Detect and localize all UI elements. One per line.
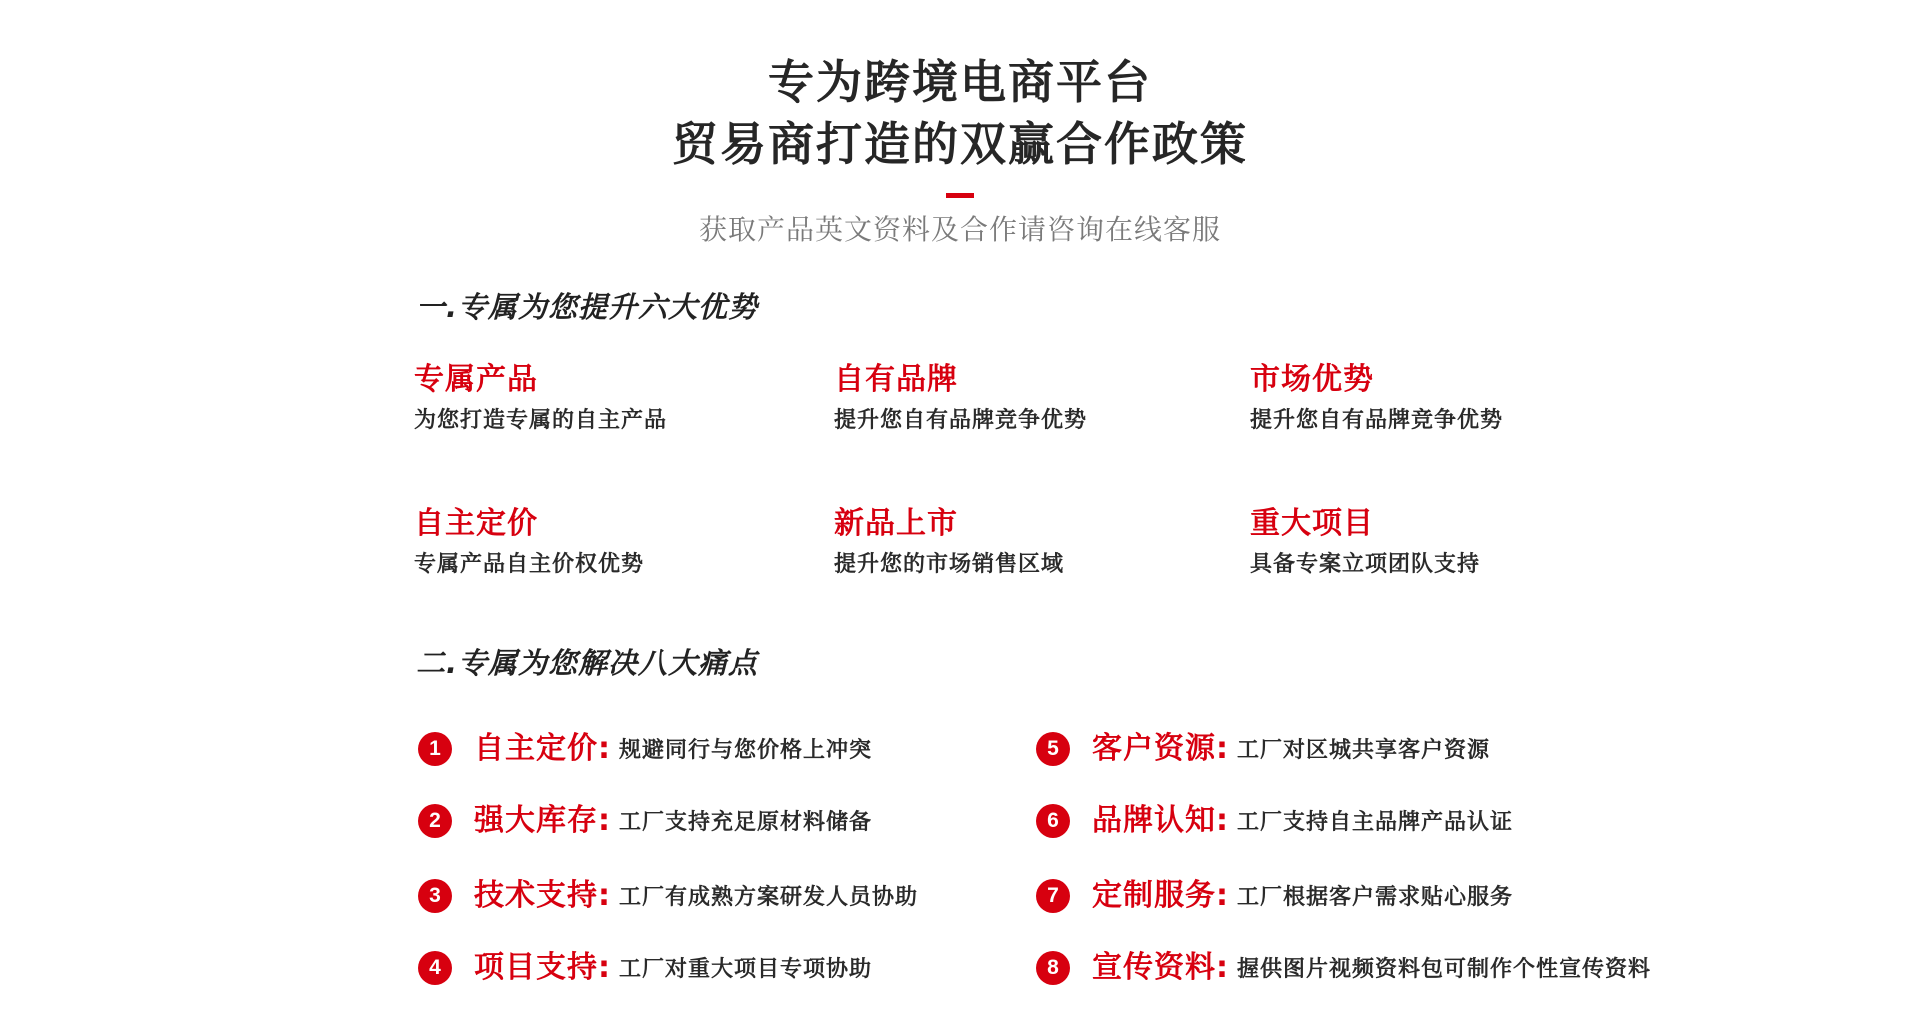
number-badge: 8 xyxy=(1036,951,1070,985)
advantage-item xyxy=(414,505,814,579)
page-title-line-2: 贸易商打造的双赢合作政策 xyxy=(672,117,1248,171)
pain-point-title: 强大库存: xyxy=(474,803,611,838)
advantage-item xyxy=(414,361,814,435)
advantage-desc: 提升您自有品牌竞争优势 xyxy=(834,408,1088,433)
advantage-title: 专属产品 xyxy=(414,362,538,397)
pain-point-desc: 工厂根据客户需求贴心服务 xyxy=(1237,885,1514,910)
header xyxy=(0,52,1920,248)
pain-point-desc: 握供图片视频资料包可制作个性宣传资料 xyxy=(1237,957,1652,982)
advantage-desc: 提升您的市场销售区域 xyxy=(834,552,1065,577)
number-badge: 7 xyxy=(1036,879,1070,913)
pain-point-title: 自主定价: xyxy=(474,731,611,766)
number-badge: 3 xyxy=(418,879,452,913)
pain-point-title: 技术支持: xyxy=(474,878,611,913)
number-badge: 6 xyxy=(1036,804,1070,838)
advantage-title: 新品上市 xyxy=(834,506,958,541)
pain-point-title: 项目支持: xyxy=(474,950,611,985)
pain-point-item xyxy=(418,801,872,841)
pain-point-item xyxy=(418,729,872,769)
pain-point-desc: 工厂对区城共享客户资源 xyxy=(1237,738,1491,763)
advantage-item xyxy=(834,361,1234,435)
pain-point-title: 定制服务: xyxy=(1092,878,1229,913)
advantage-title: 自有品牌 xyxy=(834,362,958,397)
advantage-item xyxy=(1250,505,1650,579)
advantage-desc: 提升您自有品牌竞争优势 xyxy=(1250,408,1504,433)
page-subtitle: 获取产品英文资料及合作请咨询在线客服 xyxy=(698,213,1221,246)
advantage-desc: 具备专案立项团队支持 xyxy=(1250,552,1481,577)
pain-point-title: 宣传资料: xyxy=(1092,950,1229,985)
advantage-title: 自主定价 xyxy=(414,506,538,541)
pain-point-title: 品牌认知: xyxy=(1092,803,1229,838)
number-badge: 1 xyxy=(418,732,452,766)
pain-point-item xyxy=(418,876,918,916)
number-badge: 2 xyxy=(418,804,452,838)
pain-point-item xyxy=(1036,801,1513,841)
page-title-line-1: 专为跨境电商平台 xyxy=(768,55,1152,109)
pain-point-item xyxy=(418,948,872,988)
pain-point-item xyxy=(1036,948,1651,988)
section-heading-pain-points: 二.专属为您解决八大痛点 xyxy=(416,646,759,680)
section-heading-advantages: 一.专属为您提升六大优势 xyxy=(416,290,759,324)
advantage-title: 市场优势 xyxy=(1250,362,1374,397)
advantage-desc: 为您打造专属的自主产品 xyxy=(414,408,668,433)
advantage-desc: 专属产品自主价权优势 xyxy=(414,552,645,577)
pain-point-desc: 工厂支持充足原材料储备 xyxy=(619,810,873,835)
title-divider xyxy=(946,193,974,198)
advantage-item xyxy=(834,505,1234,579)
advantage-title: 重大项目 xyxy=(1250,506,1374,541)
pain-point-desc: 工厂支持自主品牌产品认证 xyxy=(1237,810,1514,835)
pain-point-title: 客户资源: xyxy=(1092,731,1229,766)
pain-point-desc: 规避同行与您价格上冲突 xyxy=(619,738,873,763)
advantage-item xyxy=(1250,361,1650,435)
number-badge: 5 xyxy=(1036,732,1070,766)
pain-point-item xyxy=(1036,729,1490,769)
pain-point-desc: 工厂有成熟方案研发人员协助 xyxy=(619,885,919,910)
pain-point-desc: 工厂对重大项目专项协助 xyxy=(619,957,873,982)
number-badge: 4 xyxy=(418,951,452,985)
pain-point-item xyxy=(1036,876,1513,916)
